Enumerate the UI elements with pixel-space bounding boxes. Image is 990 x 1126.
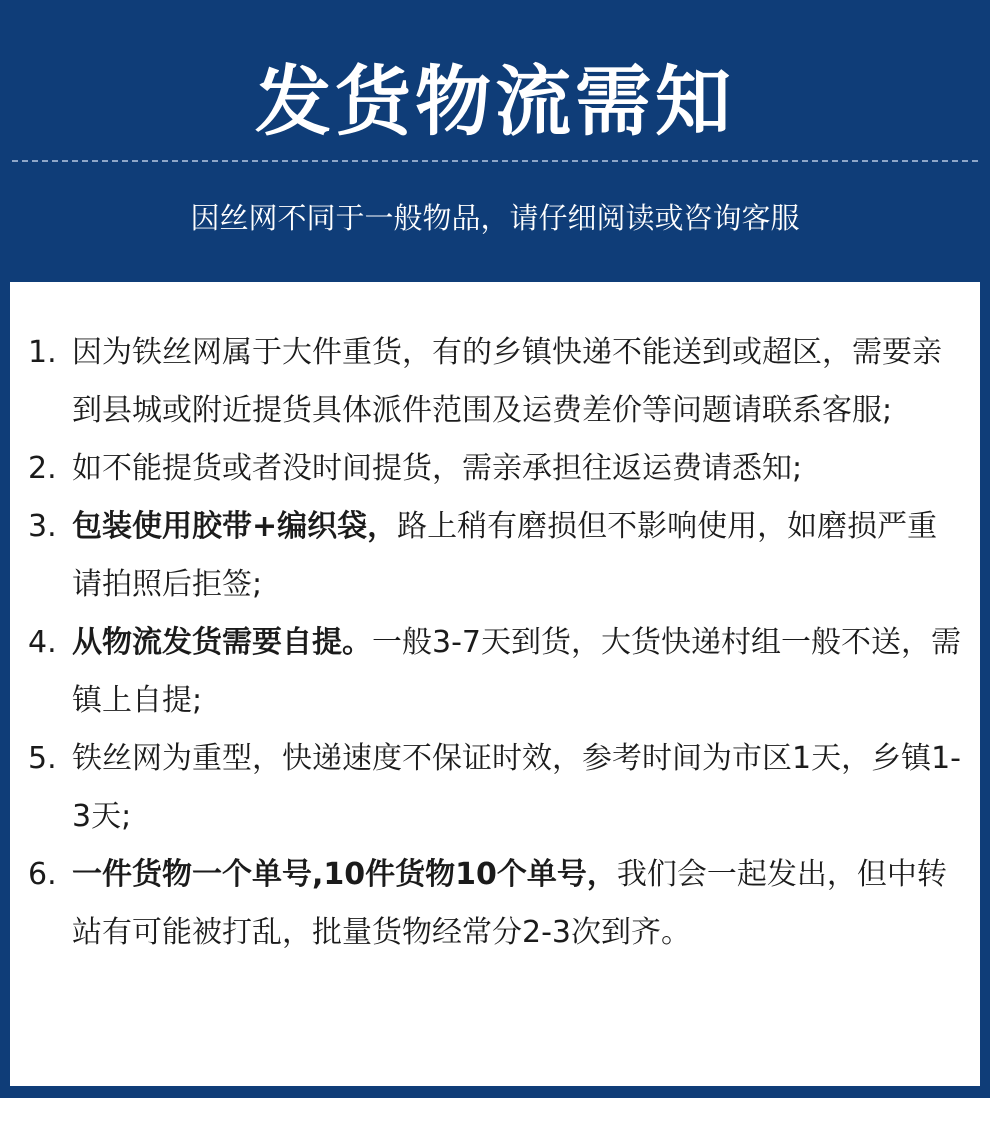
note-item-3 [10, 498, 980, 614]
dashed-divider [12, 160, 978, 162]
note-emphasis: 一件货物一个单号,10件货物10个单号， [72, 857, 617, 892]
note-item-4 [10, 614, 980, 730]
note-text: 如不能提货或者没时间提货，需亲承担往返运费请悉知; [72, 451, 803, 486]
note-item-6 [10, 846, 980, 962]
note-item-2 [10, 440, 980, 498]
note-emphasis: 包装使用胶带+编织袋， [72, 509, 398, 544]
note-number: 2. [28, 451, 57, 486]
note-text: 因为铁丝网属于大件重货，有的乡镇快递不能送到或超区，需要亲到县城或附近提货具体派件范围及运费差价等问题请联系客服; [72, 335, 942, 428]
note-number: 1. [28, 335, 57, 370]
notes-list [10, 324, 980, 962]
note-number: 5. [28, 741, 57, 776]
page-subtitle: 因丝网不同于一般物品，请仔细阅读或咨询客服 [190, 201, 800, 235]
note-number: 3. [28, 509, 57, 544]
page-title: 发货物流需知 [255, 57, 735, 146]
note-item-5 [10, 730, 980, 846]
note-text: 铁丝网为重型，快递速度不保证时效，参考时间为市区1天，乡镇1-3天; [72, 741, 961, 834]
note-text: 路上稍有磨损但不影响使用，如磨损严重请拍照后拒签; [72, 509, 938, 602]
note-text: 我们会一起发出，但中转站有可能被打乱，批量货物经常分2-3次到齐。 [72, 857, 947, 950]
note-item-1 [10, 324, 980, 440]
note-emphasis: 从物流发货需要自提。 [72, 625, 372, 660]
notes-panel [10, 282, 980, 1086]
note-text: 一般3-7天到货，大货快递村组一般不送，需镇上自提; [72, 625, 961, 718]
note-number: 6. [28, 857, 57, 892]
note-number: 4. [28, 625, 57, 660]
